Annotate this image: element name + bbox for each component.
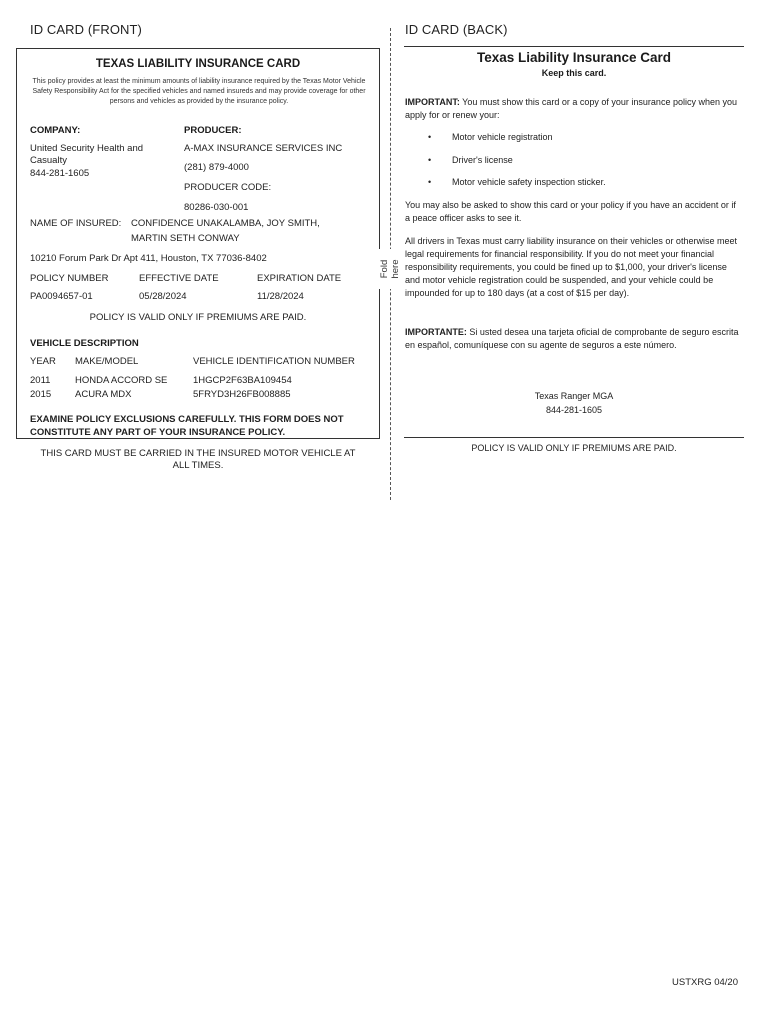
vehicle-description-heading: VEHICLE DESCRIPTION — [30, 338, 139, 349]
back-card-title: Texas Liability Insurance Card — [476, 50, 672, 65]
company-phone: 844-281-1605 — [30, 168, 90, 179]
insured-names-line2: MARTIN SETH CONWAY — [131, 233, 240, 244]
back-section-header: ID CARD (BACK) — [405, 22, 508, 37]
carry-note-line2: ALL TIMES. — [172, 460, 224, 471]
effective-date: 05/28/2024 — [139, 291, 187, 302]
front-id-card — [16, 48, 380, 439]
important-label: IMPORTANT: — [405, 97, 460, 107]
producer-name: A-MAX INSURANCE SERVICES INC — [184, 143, 343, 154]
front-valid-note: POLICY IS VALID ONLY IF PREMIUMS ARE PAID. — [89, 312, 307, 323]
agency-name: Texas Ranger MGA — [534, 391, 614, 401]
carry-note-line1: THIS CARD MUST BE CARRIED IN THE INSURED MOTOR VEHICLE AT — [40, 448, 356, 459]
bullet-item: Motor vehicle safety inspection sticker. — [452, 177, 606, 187]
important-text: You must show this card or a copy of your insurance policy when you apply for or renew your: — [405, 97, 737, 120]
effective-date-label: EFFECTIVE DATE — [139, 273, 219, 284]
important-paragraph — [405, 96, 743, 122]
expiration-date: 11/28/2024 — [257, 291, 304, 302]
policy-number: PA0094657-01 — [30, 291, 93, 302]
all-drivers-paragraph: All drivers in Texas must carry liability insurance on their vehicles or otherwise meet legal requirements for financial responsibility. If you do not meet your financial responsibility requirements, you could be fined up to $1,000, your driver's license and motor vehicle registration could be suspended, and your vehicle could be impounded for up to 180 days (at a cost of $15 per day). — [405, 236, 737, 298]
form-code: USTXRG 04/20 — [672, 977, 738, 988]
company-label: COMPANY: — [30, 125, 81, 136]
vehicle-row-vin: 1HGCP2F63BA109454 — [193, 375, 292, 386]
importante-paragraph — [405, 326, 743, 352]
bullet-icon: • — [428, 132, 432, 142]
importante-text: Si usted desea una tarjeta oficial de comprobante de seguro escrita en español, comuníquese con su agente de seguros a este número. — [405, 327, 739, 350]
back-valid-note: POLICY IS VALID ONLY IF PREMIUMS ARE PAID. — [471, 443, 677, 453]
back-top-rule — [404, 46, 744, 47]
bullet-item: Motor vehicle registration — [452, 132, 553, 142]
exclusions-notice: EXAMINE POLICY EXCLUSIONS CAREFULLY. THIS FORM DOES NOT CONSTITUTE ANY PART OF YOUR INSURANCE POLICY. — [30, 414, 344, 438]
vehicle-col-make-model: MAKE/MODEL — [75, 356, 139, 367]
front-card-title: TEXAS LIABILITY INSURANCE CARD — [95, 58, 301, 70]
may-ask-paragraph: You may also be asked to show this card or your policy if you have an accident or if a peace officer asks to see it. — [405, 200, 736, 223]
carry-note — [16, 448, 380, 472]
insured-address: 10210 Forum Park Dr Apt 411, Houston, TX 77036-8402 — [30, 253, 267, 264]
fold-label: Fold here — [379, 249, 401, 289]
expiration-date-label: EXPIRATION DATE — [257, 273, 342, 284]
bullet-icon: • — [428, 177, 432, 187]
vehicle-row-make-model: ACURA MDX — [75, 389, 132, 400]
front-section-header: ID CARD (FRONT) — [30, 22, 142, 37]
producer-code: 80286-030-001 — [184, 202, 249, 213]
vehicle-col-year: YEAR — [30, 356, 56, 367]
producer-phone: (281) 879-4000 — [184, 162, 249, 173]
vehicle-row-year: 2011 — [30, 375, 51, 386]
insured-names-line1: CONFIDENCE UNAKALAMBA, JOY SMITH, — [131, 218, 320, 229]
producer-code-label: PRODUCER CODE: — [184, 182, 272, 193]
policy-number-label: POLICY NUMBER — [30, 273, 109, 284]
company-name: United Security Health and Casualty — [30, 143, 144, 166]
insured-label: NAME OF INSURED: — [30, 218, 122, 229]
vehicle-row-vin: 5FRYD3H26FB008885 — [193, 389, 291, 400]
bullet-item: Driver's license — [452, 155, 513, 165]
vehicle-row-make-model: HONDA ACCORD SE — [75, 375, 168, 386]
back-card-subtitle: Keep this card. — [541, 68, 607, 78]
importante-label: IMPORTANTE: — [405, 327, 467, 337]
bullet-icon: • — [428, 155, 432, 165]
vehicle-row-year: 2015 — [30, 389, 52, 400]
front-intro-text: This policy provides at least the minimum amounts of liability insurance required by the Texas Motor Vehicle Safety Responsibility Act for the specified vehicles and named insureds and may provide coverage for other persons and vehicles as provided by the insurance policy. — [32, 78, 366, 105]
back-bottom-rule — [404, 437, 744, 438]
producer-label: PRODUCER: — [184, 125, 242, 136]
agency-phone: 844-281-1605 — [545, 405, 603, 415]
vehicle-col-vin: VEHICLE IDENTIFICATION NUMBER — [193, 356, 355, 367]
